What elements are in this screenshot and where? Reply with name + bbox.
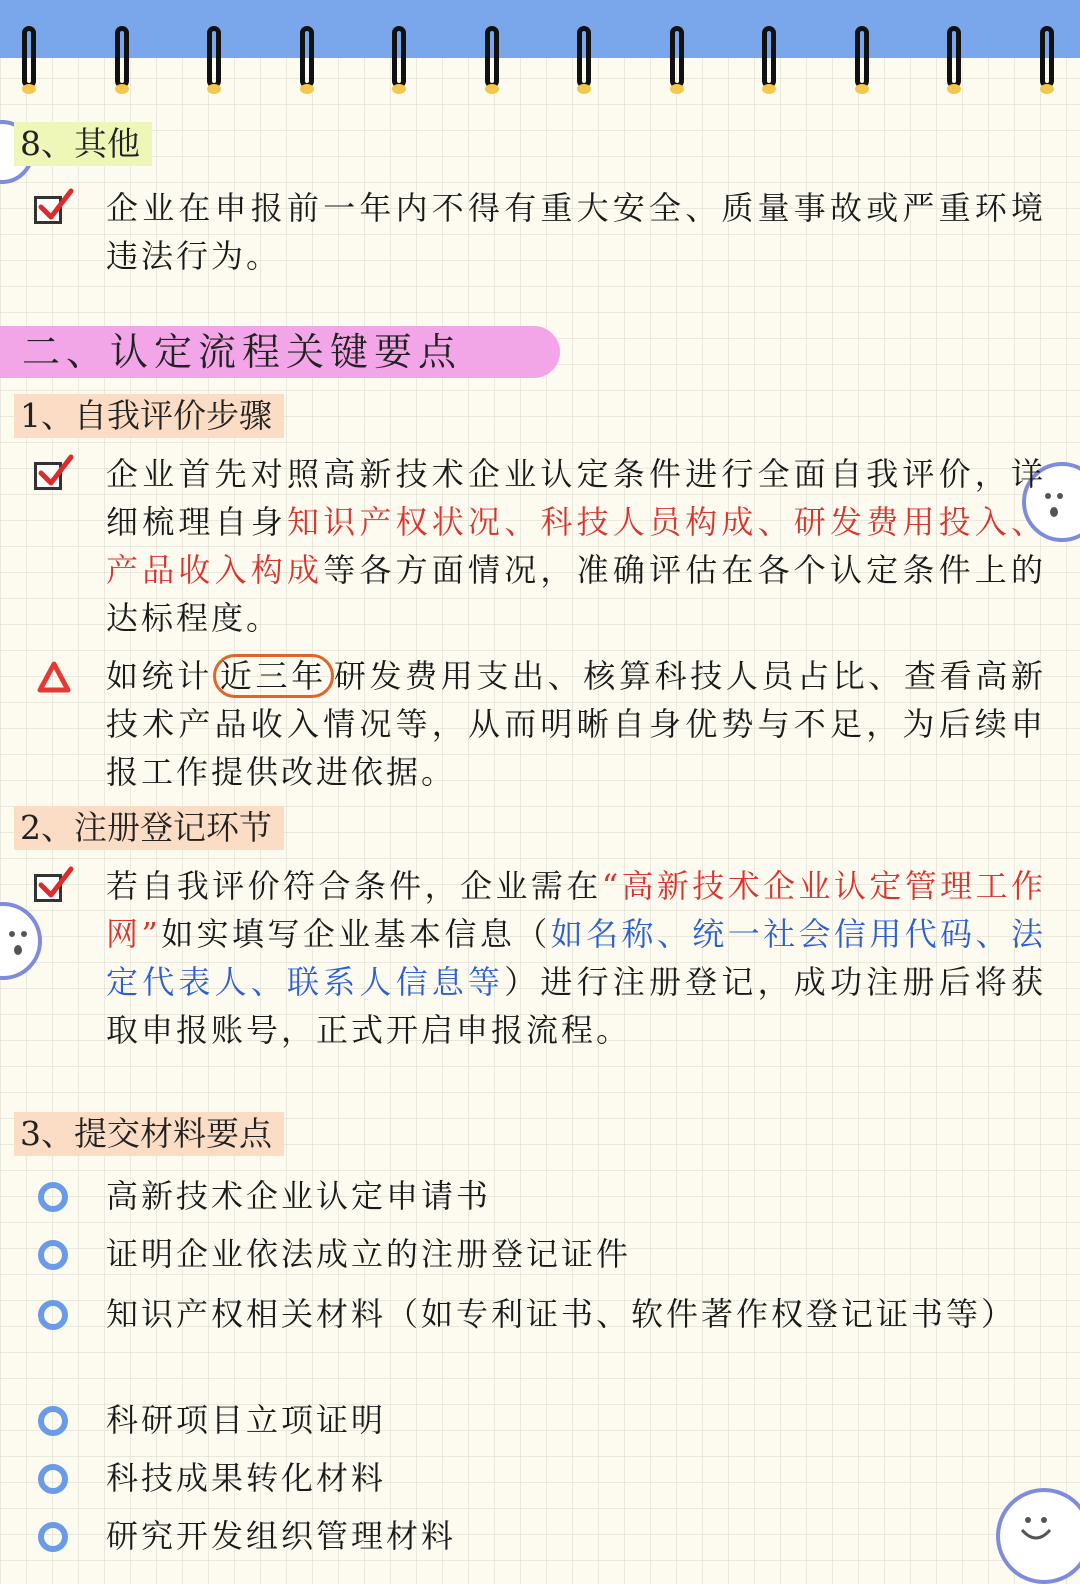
list-item: 高新技术企业认定申请书 bbox=[106, 1177, 492, 1215]
list-item: 科技成果转化材料 bbox=[106, 1459, 387, 1497]
smiley-face-icon bbox=[0, 902, 42, 980]
text-segment: 如统计 bbox=[106, 657, 213, 695]
section-2-heading: 二、认定流程关键要点 bbox=[0, 326, 560, 378]
text-segment: 等各方面情况，准确评估在各个认定条件上的达标程度。 bbox=[106, 551, 1046, 637]
list-item: 知识产权相关材料（如专利证书、软件著作权登记证书等） bbox=[106, 1295, 1017, 1333]
sub-2-heading: 2、注册登记环节 bbox=[14, 806, 284, 850]
sub-1-paragraph-2 bbox=[106, 652, 1046, 796]
highlight-blue-text: 如名称、统一社会信用代码、法定代表人、联系人信息等 bbox=[106, 915, 1046, 1001]
text-segment: 企业首先对照高新技术企业认定条件进行全面自我评价，详细梳理自身 bbox=[106, 455, 1046, 541]
circled-text: 近三年 bbox=[213, 654, 334, 698]
bullet-circle-icon bbox=[38, 1522, 68, 1552]
text-segment: 若自我评价符合条件，企业需在 bbox=[106, 867, 602, 905]
checkbox-icon bbox=[34, 196, 62, 224]
list-item: 证明企业依法成立的注册登记证件 bbox=[106, 1235, 632, 1273]
highlight-red-text: 知识产权状况、科技人员构成、研发费用投入、产品收入构成 bbox=[106, 503, 1046, 589]
bullet-circle-icon bbox=[38, 1464, 68, 1494]
warning-triangle-icon bbox=[36, 660, 72, 698]
sub-1-heading: 1、自我评价步骤 bbox=[14, 394, 284, 438]
section-8-heading: 8、其他 bbox=[14, 122, 152, 166]
bullet-circle-icon bbox=[38, 1300, 68, 1330]
sub-3-heading: 3、提交材料要点 bbox=[14, 1112, 284, 1156]
bullet-circle-icon bbox=[38, 1182, 68, 1212]
highlight-red-text: “高新技术企业认定管理工作网” bbox=[106, 867, 1046, 953]
text-segment: 如实填写企业基本信息（ bbox=[160, 915, 551, 953]
text-segment: 研发费用支出、核算科技人员占比、查看高新技术产品收入情况等，从而明晰自身优势与不足，为后续申报工作提供改进依据。 bbox=[106, 657, 1046, 791]
sub-2-paragraph bbox=[106, 862, 1046, 1054]
sub-1-paragraph-1 bbox=[106, 450, 1046, 642]
bullet-circle-icon bbox=[38, 1240, 68, 1270]
list-item: 研究开发组织管理材料 bbox=[106, 1517, 457, 1555]
section-8-item: 企业在申报前一年内不得有重大安全、质量事故或严重环境违法行为。 bbox=[106, 189, 1046, 275]
checkbox-icon bbox=[34, 462, 62, 490]
list-item: 科研项目立项证明 bbox=[106, 1401, 387, 1439]
text-segment: ）进行注册登记，成功注册后将获取申报账号，正式开启申报流程。 bbox=[106, 963, 1046, 1049]
bullet-circle-icon bbox=[38, 1406, 68, 1436]
checkbox-icon bbox=[34, 874, 62, 902]
